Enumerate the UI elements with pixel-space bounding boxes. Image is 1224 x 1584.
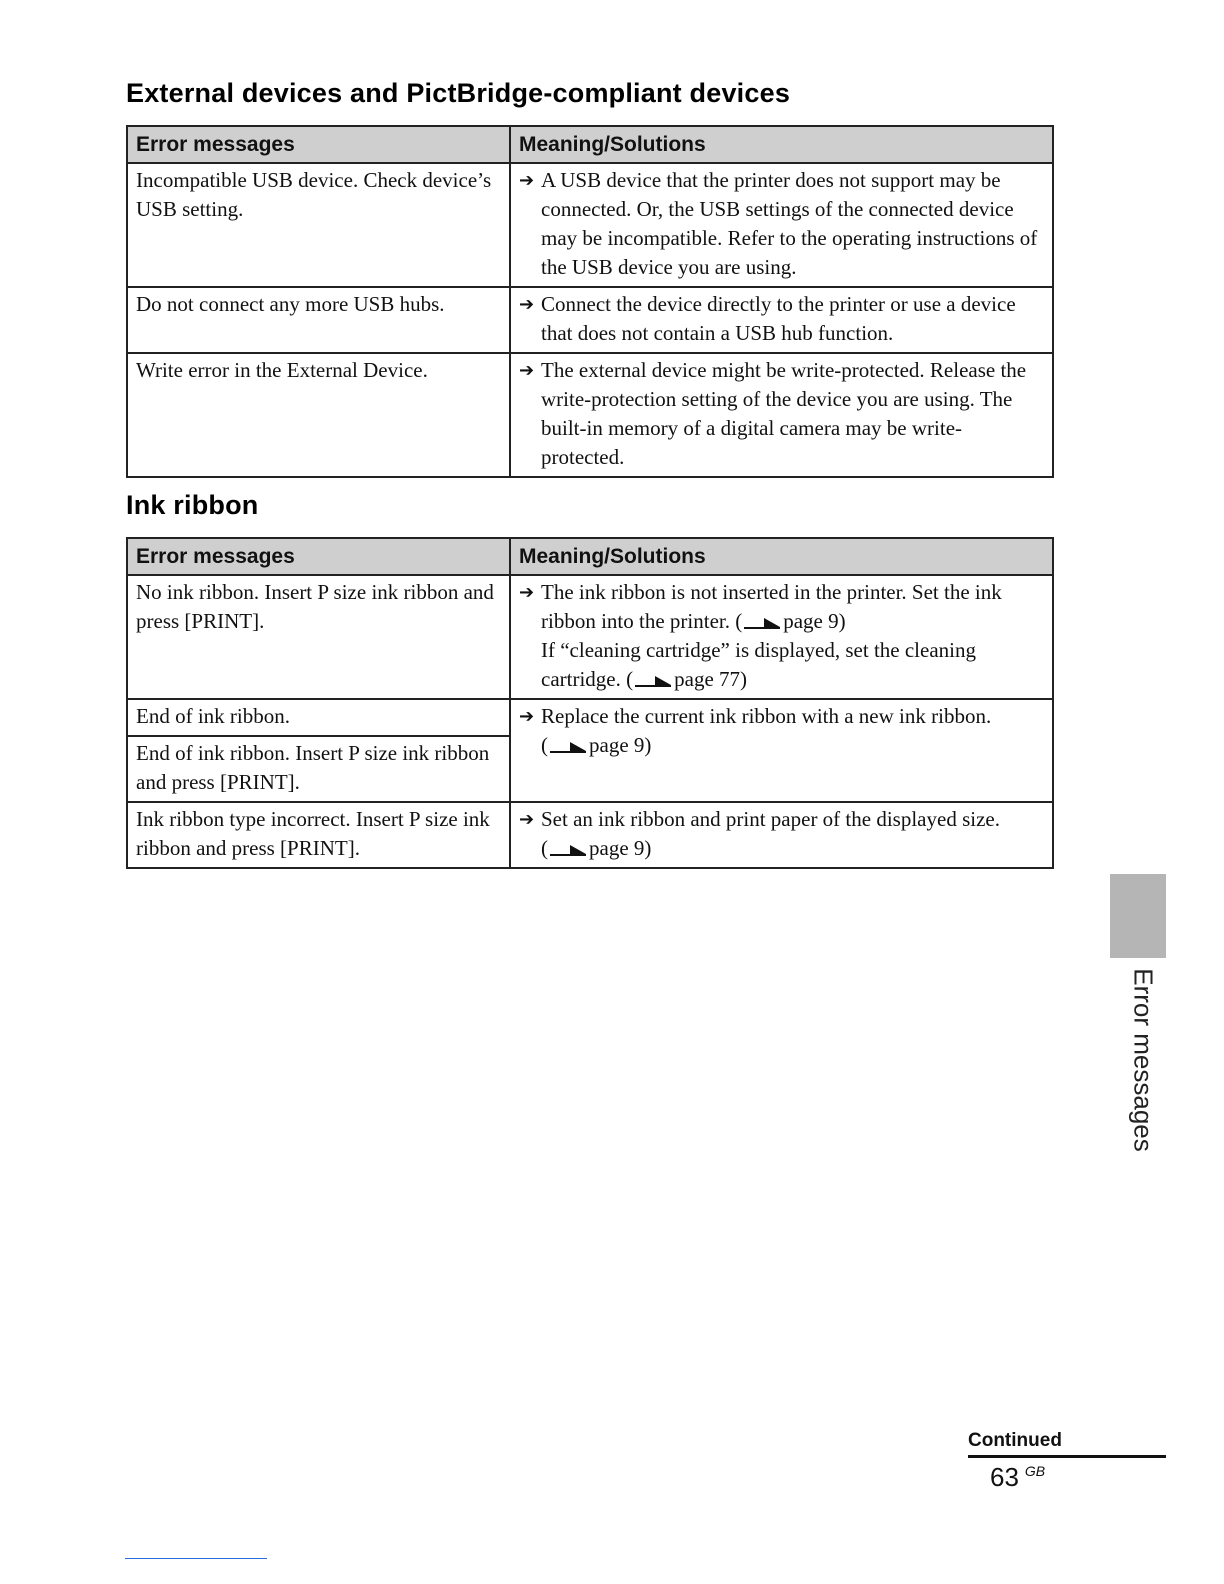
arrow-right-icon: ➔ [519,294,535,315]
page-reference-text: page 9 [783,609,839,633]
table-row [127,163,1053,287]
solution-text: The external device might be write-protected. Release the write-protection setting of the device you are using. The built-in memory of a digital camera may be write-protected. [541,358,1027,469]
column-header-meaning-solutions: Meaning/Solutions [510,538,1053,575]
solution-text: The ink ribbon is not inserted in the printer. Set the ink ribbon into the printer. [541,580,1002,633]
error-table-external-devices [126,125,1054,478]
table-row [127,353,1053,477]
bottom-rule [125,1558,267,1559]
page-reference-text: page 77 [674,667,741,691]
page-reference: ( page 9) [735,609,846,633]
solution-cell [510,287,1053,353]
page-reference-arrow-icon [742,616,782,630]
page-number-value: 63 [990,1462,1019,1492]
error-message-cell: End of ink ribbon. Insert P size ink ribbon and press [PRINT]. [127,736,510,802]
arrow-right-icon: ➔ [519,170,535,191]
solution-cell [510,699,1053,802]
arrow-right-icon: ➔ [519,809,535,830]
column-header-error-messages: Error messages [127,126,510,163]
page-reference-text: page 9 [589,733,645,757]
section-title-external-devices: External devices and PictBridge-compliant devices [126,78,791,108]
page-reference: ( page 77) [626,667,748,691]
page-reference-arrow-icon [633,674,673,688]
error-message-cell: No ink ribbon. Insert P size ink ribbon and press [PRINT]. [127,575,510,699]
table-header-row [127,126,1053,163]
page-reference: ( page 9) [541,733,652,757]
page-reference-arrow-icon [548,843,588,857]
page-reference-text: page 9 [589,836,645,860]
solution-text: Connect the device directly to the printer or use a device that does not contain a USB hub function. [541,292,1016,345]
column-header-meaning-solutions: Meaning/Solutions [510,126,1053,163]
continued-rule [968,1455,1166,1458]
chapter-side-label: Error messages [1128,968,1159,1152]
solution-cell [510,353,1053,477]
solution-text: Set an ink ribbon and print paper of the displayed size. [541,807,1000,831]
error-message-cell: Write error in the External Device. [127,353,510,477]
table-row [127,575,1053,699]
page-number [990,1462,1045,1493]
error-message-cell: Incompatible USB device. Check device’s USB setting. [127,163,510,287]
page-reference: ( page 9) [541,836,652,860]
table-row [127,699,1053,736]
chapter-tab-marker [1110,874,1166,958]
solution-text: If “cleaning cartridge” is displayed, set the cleaning cartridge. [541,638,976,691]
table-row [127,802,1053,868]
error-message-cell: Do not connect any more USB hubs. [127,287,510,353]
solution-cell [510,575,1053,699]
column-header-error-messages: Error messages [127,538,510,575]
solution-cell [510,802,1053,868]
page-number-suffix: GB [1024,1463,1046,1480]
error-message-cell: End of ink ribbon. [127,699,510,736]
error-table-ink-ribbon [126,537,1054,869]
solution-text: A USB device that the printer does not support may be connected. Or, the USB settings of the connected device may be incompatible. Refer to the operating instructions of the USB device you are using. [541,168,1038,279]
arrow-right-icon: ➔ [519,360,535,381]
continued-label: Continued [968,1430,1062,1451]
solution-cell [510,163,1053,287]
section-title-ink-ribbon: Ink ribbon [126,490,259,520]
table-header-row [127,538,1053,575]
arrow-right-icon: ➔ [519,582,535,603]
error-message-cell: Ink ribbon type incorrect. Insert P size ink ribbon and press [PRINT]. [127,802,510,868]
table-row [127,287,1053,353]
solution-text: Replace the current ink ribbon with a new ink ribbon. [541,704,992,728]
page-reference-arrow-icon [548,740,588,754]
arrow-right-icon: ➔ [519,706,535,727]
